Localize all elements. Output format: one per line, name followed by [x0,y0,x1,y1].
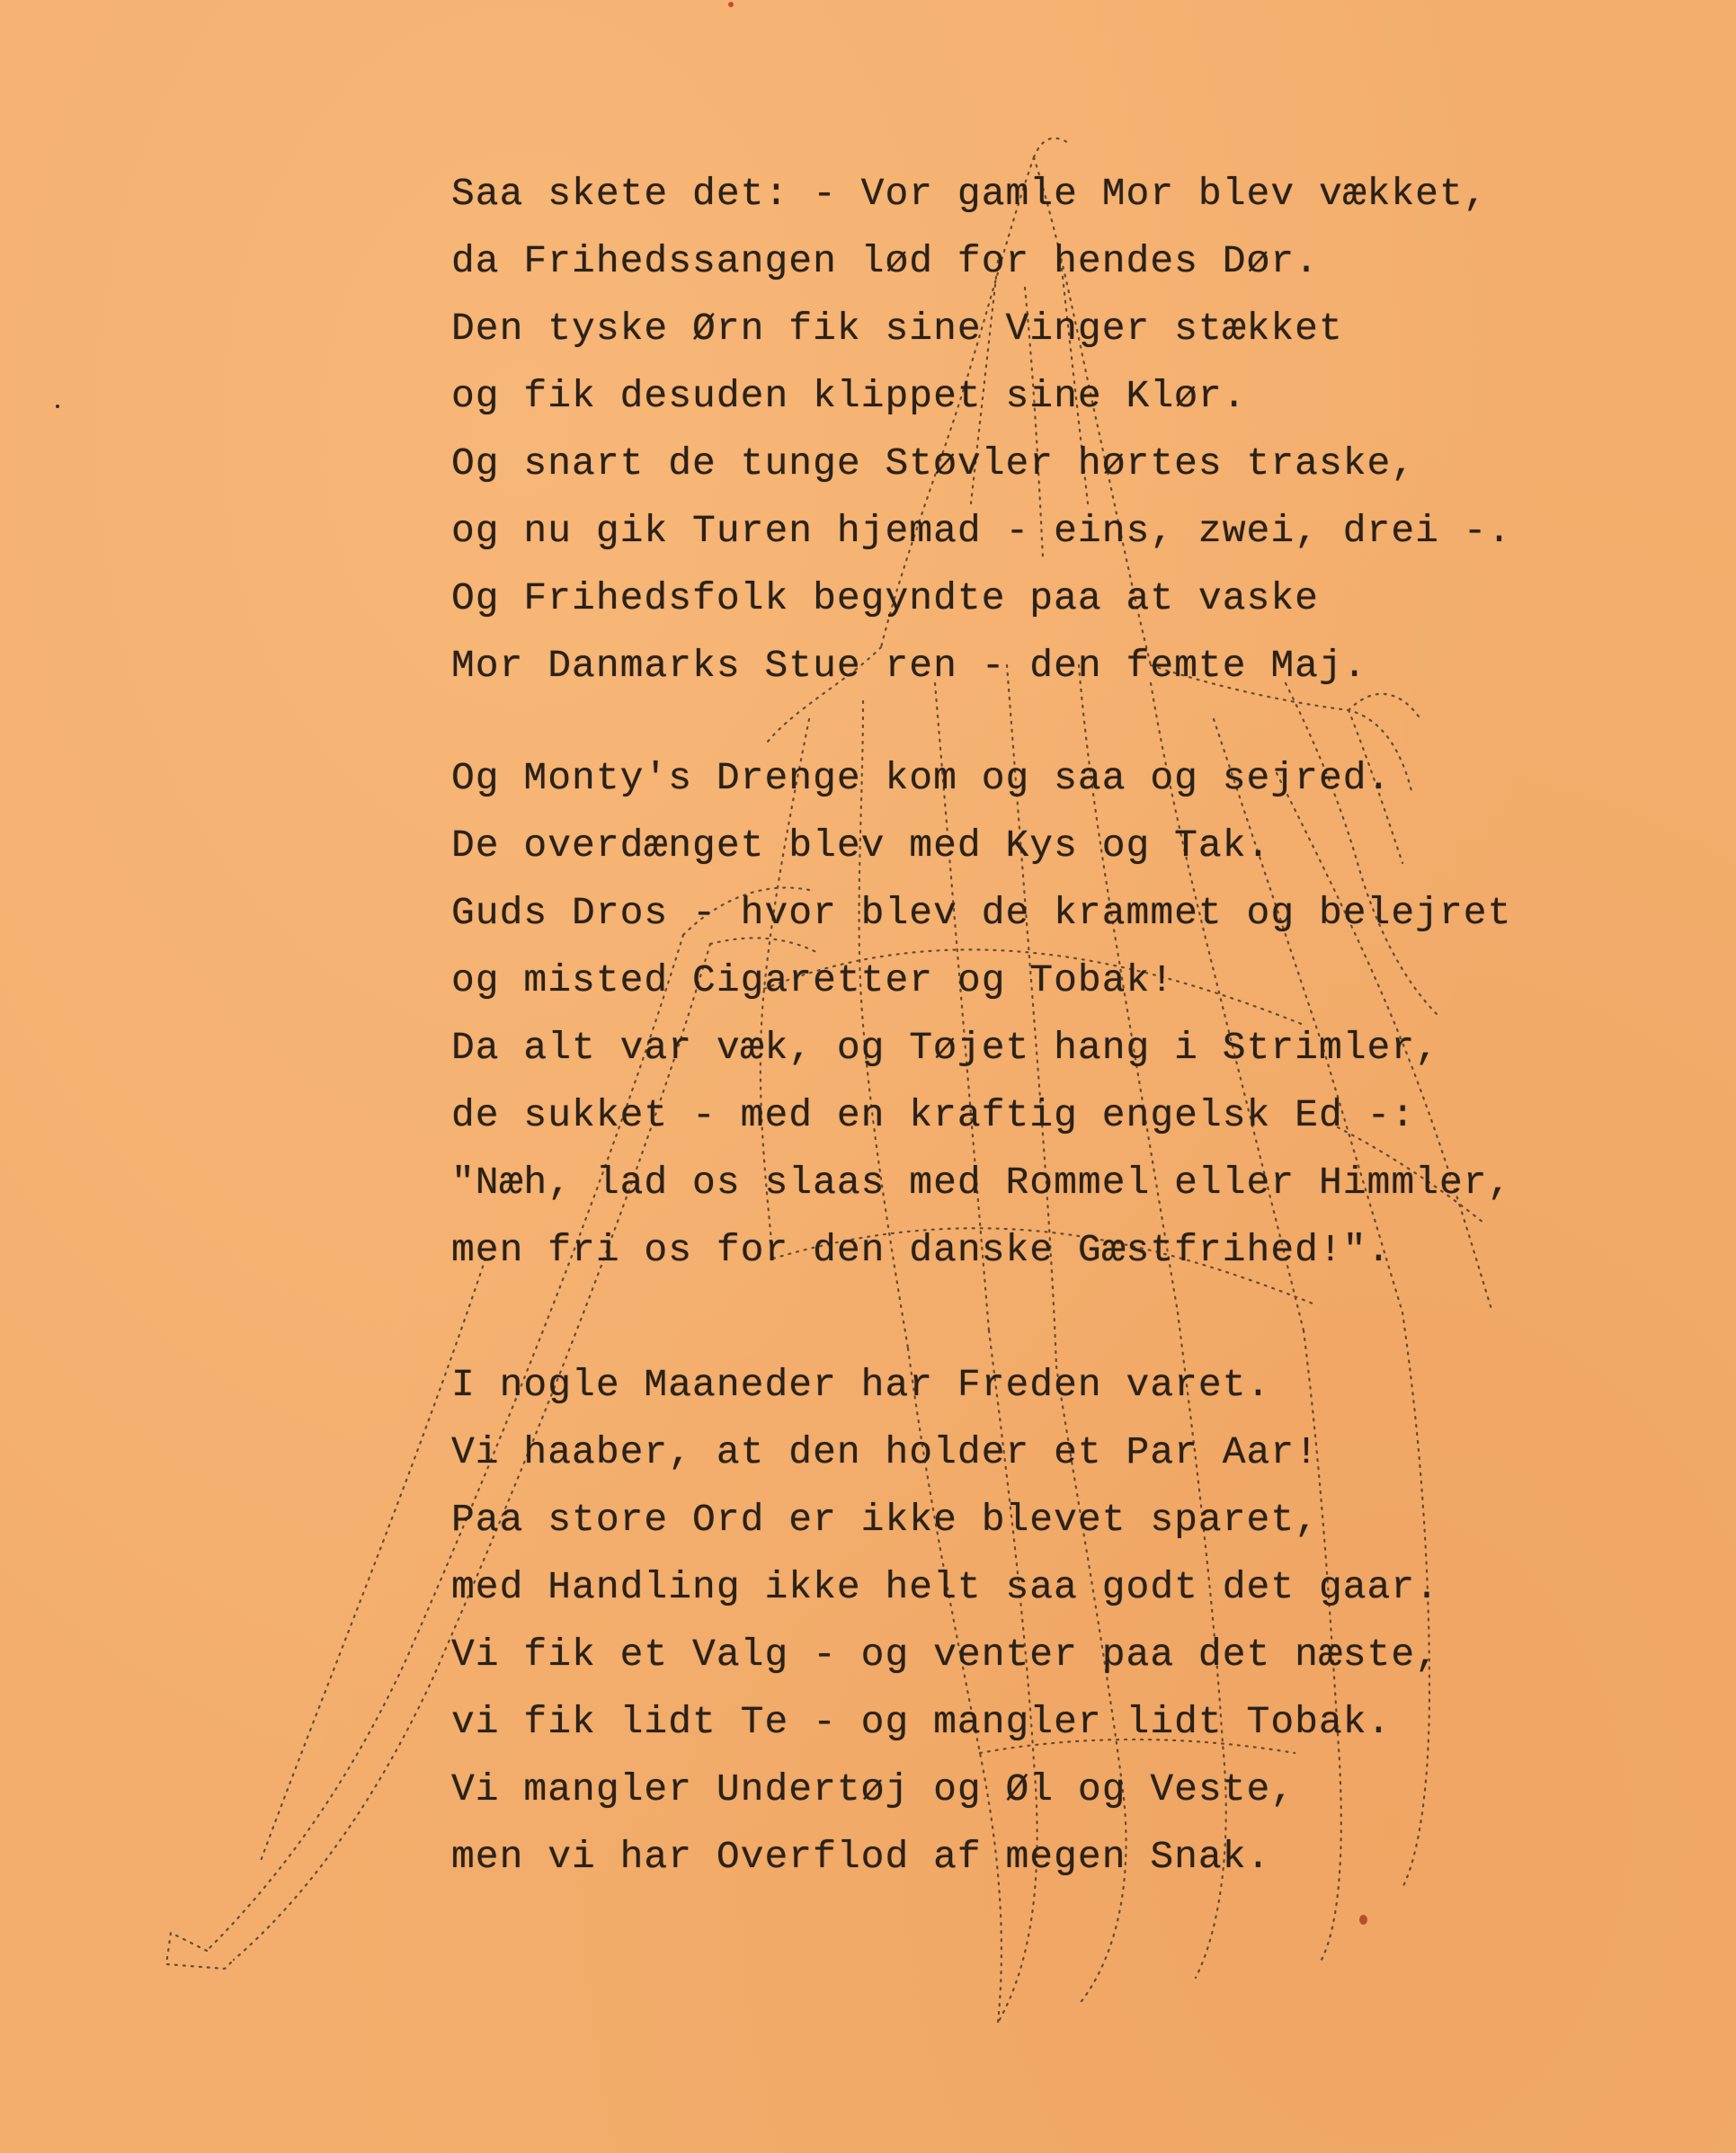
poem-line: og fik desuden klippet sine Klør. [451,374,1247,418]
ink-speck [728,2,734,7]
stanza-gap [451,699,1638,744]
poem-line: "Næh, lad os slaas med Rommel eller Himmler, [451,1161,1512,1205]
stanza-2 [451,744,1638,1284]
poem-line: Mor Danmarks Stue ren - den femte Maj. [451,644,1367,688]
stanza-1 [451,160,1638,699]
poem-line: Vi haaber, at den holder et Par Aar! [451,1430,1319,1474]
poem-line: Saa skete det: - Vor gamle Mor blev vækket, [451,172,1488,216]
poem-line: Vi fik et Valg - og venter paa det næste, [451,1633,1439,1677]
poem-text [451,160,1638,1891]
poem-line: Vi mangler Undertøj og Øl og Veste, [451,1767,1295,1811]
poem-line: Og Frihedsfolk begyndte paa at vaske [451,576,1319,620]
poem-line: men fri os for den danske Gæstfrihed!". [451,1228,1392,1272]
poem-line: med Handling ikke helt saa godt det gaar. [451,1565,1439,1609]
poem-line: Den tyske Ørn fik sine Vinger stækket [451,307,1343,351]
poem-line: I nogle Maaneder har Freden varet. [451,1363,1271,1407]
poem-line: da Frihedssangen lød for hendes Dør. [451,239,1319,283]
poem-line: Og Monty's Drenge kom og saa og sejred. [451,756,1392,800]
poem-line: Da alt var væk, og Tøjet hang i Strimler, [451,1026,1439,1070]
poem-line: Paa store Ord er ikke blevet sparet, [451,1498,1319,1542]
stanza-3 [451,1351,1638,1891]
poem-line: Guds Dros - hvor blev de krammet og belejret [451,891,1512,935]
poem-line: og misted Cigaretter og Tobak! [451,958,1175,1002]
ink-speck [56,405,59,408]
poem-line: vi fik lidt Te - og mangler lidt Tobak. [451,1700,1392,1744]
poem-line: men vi har Overflod af megen Snak. [451,1835,1271,1879]
stanza-gap [451,1284,1638,1351]
poem-line: de sukket - med en kraftig engelsk Ed -: [451,1093,1416,1137]
poem-line: De overdænget blev med Kys og Tak. [451,823,1271,867]
ink-speck [1359,1915,1367,1925]
poem-line: og nu gik Turen hjemad - eins, zwei, drei -. [451,509,1512,553]
poem-line: Og snart de tunge Støvler hørtes traske, [451,441,1416,485]
